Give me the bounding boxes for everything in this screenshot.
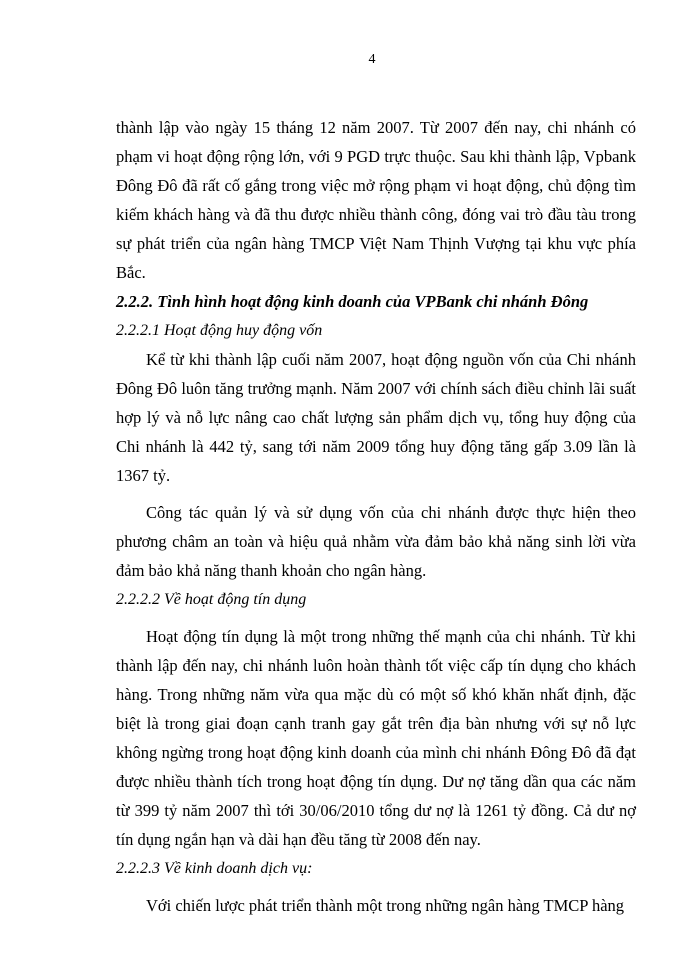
subsection-heading-2-2-2-1: 2.2.2.1 Hoạt động huy động vốn: [116, 322, 323, 339]
paragraph-capital-management: Công tác quản lý và sử dụng vốn của chi nhánh được thực hiện theo phương châm an toàn và hiệu quả nhằm vừa đảm bảo khả năng sinh lời vừa đảm bảo khả năng thanh khoản cho ngân hàng.: [116, 503, 636, 580]
paragraph-intro-continued: thành lập vào ngày 15 tháng 12 năm 2007. Từ 2007 đến nay, chi nhánh có phạm vi hoạt động rộng lớn, với 9 PGD trực thuộc. Sau khi thành lập, Vpbank Đông Đô đã rất cố gắng trong việc mở rộng phạm vi hoạt động, chủ động tìm kiếm khách hàng và đã thu được nhiều thành công, đóng vai trò đầu tàu trong sự phát triển của ngân hàng TMCP Việt Nam Thịnh Vượng tại khu vực phía Bắc.: [116, 118, 636, 282]
paragraph-capital-mobilization: Kể từ khi thành lập cuối năm 2007, hoạt động nguồn vốn của Chi nhánh Đông Đô luôn tăng trưởng mạnh. Năm 2007 với chính sách điều chỉnh lãi suất hợp lý và nỗ lực nâng cao chất lượng sản phẩm dịch vụ, tổng huy động của Chi nhánh là 442 tỷ, sang tới năm 2009 tổng huy động tăng gấp 3.09 lần là 1367 tỷ.: [116, 350, 636, 485]
paragraph-services-strategy: Với chiến lược phát triển thành một trong những ngân hàng TMCP hàng: [146, 896, 625, 915]
page-body: [116, 113, 636, 920]
subsection-heading-2-2-2-3: 2.2.2.3 Về kinh doanh dịch vụ:: [116, 860, 313, 877]
page-number: 4: [368, 52, 376, 67]
subsection-heading-2-2-2-2: 2.2.2.2 Về hoạt động tín dụng: [116, 591, 307, 608]
paragraph-credit-activity: Hoạt động tín dụng là một trong những thế mạnh của chi nhánh. Từ khi thành lập đến nay, chi nhánh luôn hoàn thành tốt việc cấp tín dụng cho khách hàng. Trong những năm vừa qua mặc dù có một số khó khăn nhất định, đặc biệt là trong giai đoạn cạnh tranh gay gắt trên địa bàn nhưng với sự nỗ lực không ngừng trong hoạt động kinh doanh của mình chi nhánh Đông Đô đã đạt được nhiều thành tích trong hoạt động tín dụng. Dư nợ tăng dần qua các năm từ 399 tỷ năm 2007 thì tới 30/06/2010 tổng dư nợ là 1261 tỷ đồng. Cả dư nợ tín dụng ngắn hạn và dài hạn đều tăng từ 2008 đến nay.: [116, 627, 636, 849]
section-heading-2-2-2: 2.2.2. Tình hình hoạt động kinh doanh của VPBank chi nhánh Đông: [116, 292, 589, 311]
